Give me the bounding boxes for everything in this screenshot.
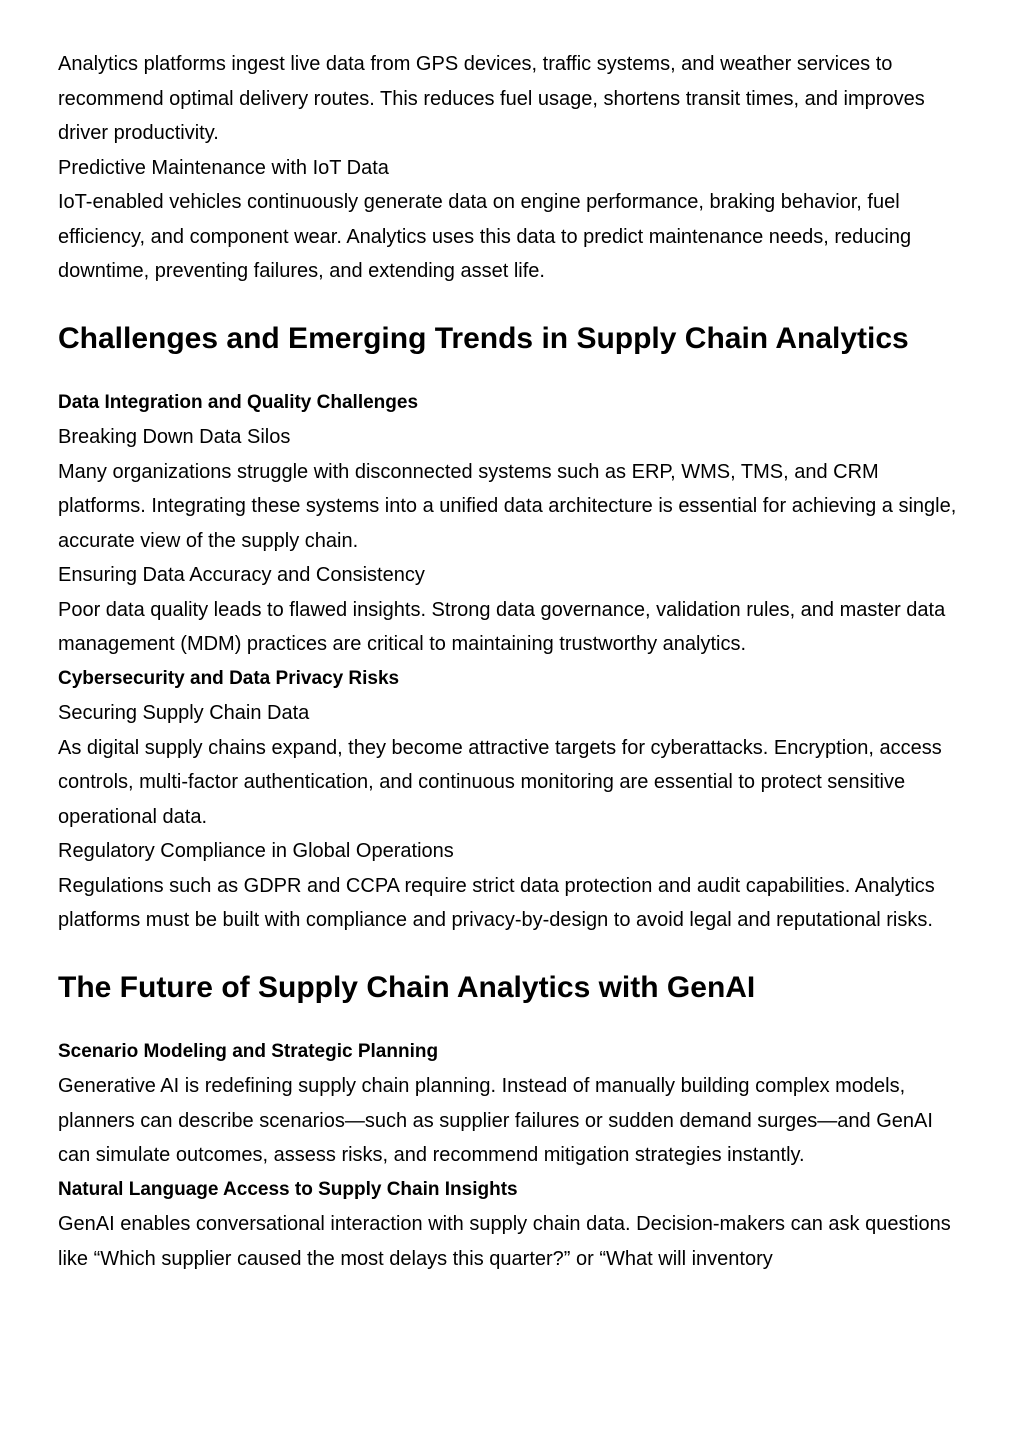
minor-heading: Ensuring Data Accuracy and Consistency: [58, 564, 425, 586]
section-heading: The Future of Supply Chain Analytics with GenAI: [58, 970, 756, 1004]
paragraph: Many organizations struggle with disconnected systems such as ERP, WMS, TMS, and CRM platforms. Integrating these systems into a unified data architecture is essential for achieving a single, accurate view of the supply chain.: [58, 460, 957, 552]
subsection-heading: Scenario Modeling and Strategic Planning: [58, 1040, 439, 1062]
subsection-heading: Data Integration and Quality Challenges: [58, 391, 419, 413]
subsection-heading: Natural Language Access to Supply Chain Insights: [58, 1178, 518, 1200]
minor-heading: Regulatory Compliance in Global Operations: [58, 840, 454, 862]
paragraph: Regulations such as GDPR and CCPA require strict data protection and audit capabilities. Analytics platforms must be built with compliance and privacy-by-design to avoid legal and reputational risks.: [58, 874, 935, 931]
paragraph: Generative AI is redefining supply chain planning. Instead of manually building complex models, planners can describe scenarios—such as supplier failures or sudden demand surges—and GenAI can simulate outcomes, assess risks, and recommend mitigation strategies instantly.: [58, 1075, 933, 1166]
paragraph: Poor data quality leads to flawed insights. Strong data governance, validation rules, and master data management (MDM) practices are critical to maintaining trustworthy analytics.: [58, 598, 946, 655]
paragraph: Analytics platforms ingest live data from GPS devices, traffic systems, and weather services to recommend optimal delivery routes. This reduces fuel usage, shortens transit times, and improves driver productivity.: [58, 53, 925, 144]
paragraph: As digital supply chains expand, they become attractive targets for cyberattacks. Encryption, access controls, multi-factor authentication, and continuous monitoring are essential to protect sensitive operational data.: [58, 736, 942, 828]
paragraph: IoT-enabled vehicles continuously generate data on engine performance, braking behavior, fuel efficiency, and component wear. Analytics uses this data to predict maintenance needs, reducing downtime, preventing failures, and extending asset life.: [58, 191, 912, 282]
minor-heading: Predictive Maintenance with IoT Data: [58, 156, 389, 179]
section-heading: Challenges and Emerging Trends in Supply Chain Analytics: [58, 321, 909, 355]
paragraph: GenAI enables conversational interaction with supply chain data. Decision-makers can ask questions like “Which supplier caused the most delays this quarter?” or “What will inventory: [58, 1213, 951, 1270]
minor-heading: Breaking Down Data Silos: [58, 426, 291, 448]
minor-heading: Securing Supply Chain Data: [58, 702, 310, 724]
subsection-heading: Cybersecurity and Data Privacy Risks: [58, 667, 400, 689]
